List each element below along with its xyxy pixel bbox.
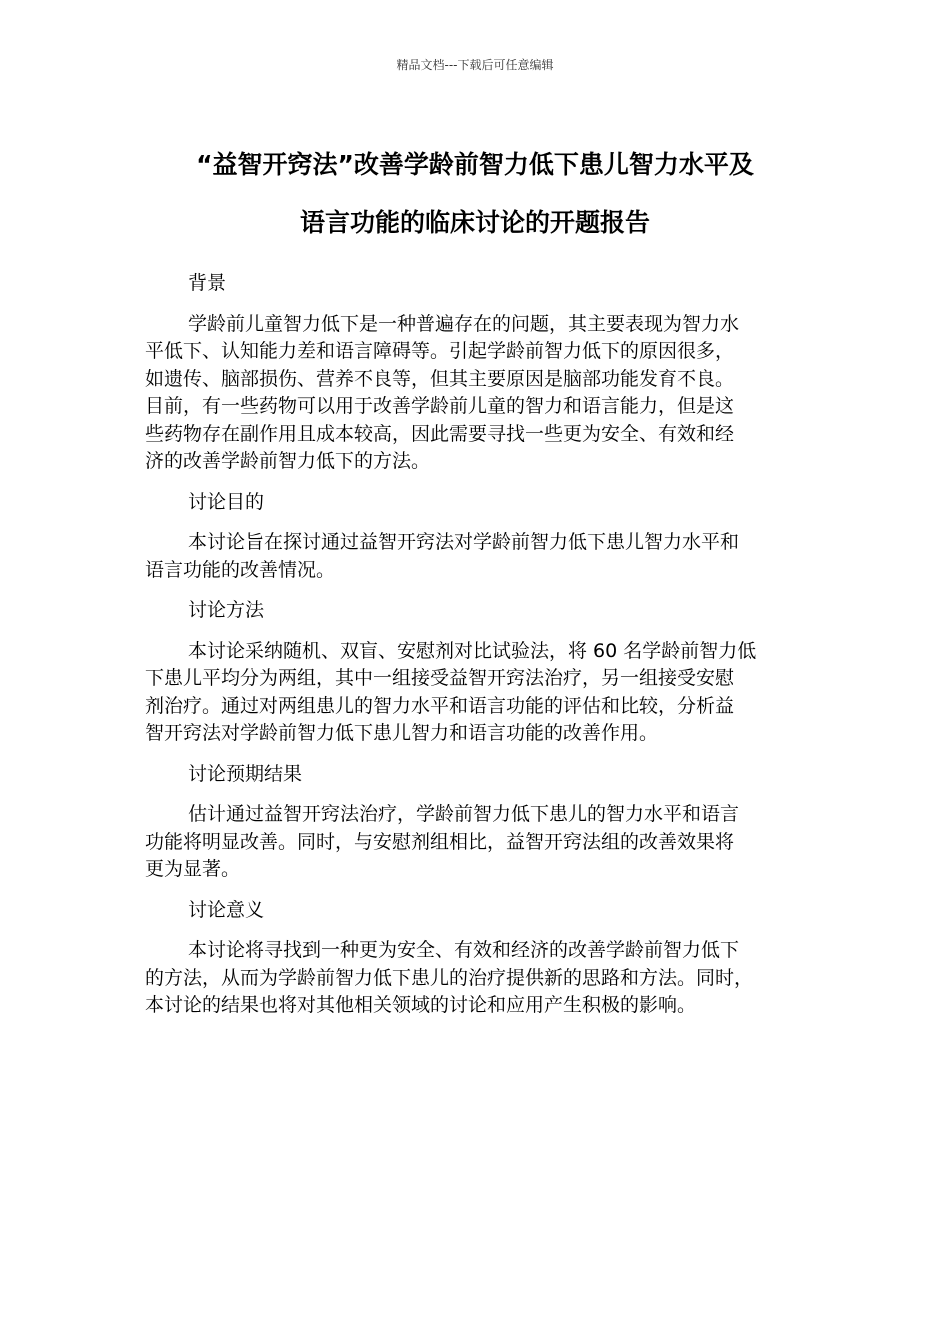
paragraph-line: 智开窍法对学龄前智力低下患儿智力和语言功能的改善作用。 [145, 722, 659, 744]
paragraph-line: 本讨论将寻找到一种更为安全、有效和经济的改善学龄前智力低下 [188, 939, 740, 961]
section-heading-background: 背景 [188, 272, 227, 294]
paragraph-line: 本讨论旨在探讨通过益智开窍法对学龄前智力低下患儿智力水平和 [188, 531, 740, 553]
document-title [120, 136, 830, 252]
paragraph-line: 目前，有一些药物可以用于改善学龄前儿童的智力和语言能力，但是这 [145, 395, 735, 417]
paragraph-line: 的方法，从而为学龄前智力低下患儿的治疗提供新的思路和方法。同时， [145, 966, 754, 989]
paragraph-line: 语言功能的改善情况。 [145, 558, 336, 581]
paragraph-line: 学龄前儿童智力低下是一种普遍存在的问题，其主要表现为智力水 [188, 312, 740, 335]
section-paragraph-expected-results [145, 801, 807, 884]
section-heading-method: 讨论方法 [188, 599, 265, 621]
paragraph-line: 如遗传、脑部损伤、营养不良等，但其主要原因是脑部功能发育不良。 [145, 367, 735, 390]
document-body [145, 270, 807, 1033]
section-heading-expected-results: 讨论预期结果 [188, 762, 303, 785]
section-heading-purpose: 讨论目的 [188, 490, 265, 513]
section-paragraph-method [145, 638, 807, 748]
section-paragraph-background [145, 311, 807, 476]
paragraph-line: 更为显著。 [145, 858, 241, 880]
header-note: 精品文档---下载后可任意编辑 [396, 58, 554, 72]
paragraph-line: 下患儿平均分为两组，其中一组接受益智开窍法治疗，另一组接受安慰 [145, 667, 735, 689]
section-paragraph-purpose [145, 529, 807, 584]
paragraph-line: 济的改善学龄前智力低下的方法。 [145, 450, 431, 472]
paragraph-line: 剂治疗。通过对两组患儿的智力水平和语言功能的评估和比较，分析益 [145, 694, 735, 717]
paragraph-line: 本讨论的结果也将对其他相关领域的讨论和应用产生积极的影响。 [145, 994, 697, 1016]
paragraph-line: 本讨论采纳随机、双盲、安慰剂对比试验法，将 60 名学龄前智力低 [188, 639, 757, 662]
paragraph-line: 估计通过益智开窍法治疗，学龄前智力低下患儿的智力水平和语言 [188, 803, 740, 825]
section-paragraph-significance [145, 937, 807, 1020]
section-heading-significance: 讨论意义 [188, 898, 265, 921]
paragraph-line: 平低下、认知能力差和语言障碍等。引起学龄前智力低下的原因很多， [145, 340, 735, 362]
title-line-2: 语言功能的临床讨论的开题报告 [299, 208, 650, 237]
paragraph-line: 些药物存在副作用且成本较高，因此需要寻找一些更为安全、有效和经 [145, 422, 735, 445]
title-line-1: “益智开窍法”改善学龄前智力低下患儿智力水平及 [196, 150, 754, 179]
paragraph-line: 功能将明显改善。同时，与安慰剂组相比，益智开窍法组的改善效果将 [145, 830, 735, 853]
